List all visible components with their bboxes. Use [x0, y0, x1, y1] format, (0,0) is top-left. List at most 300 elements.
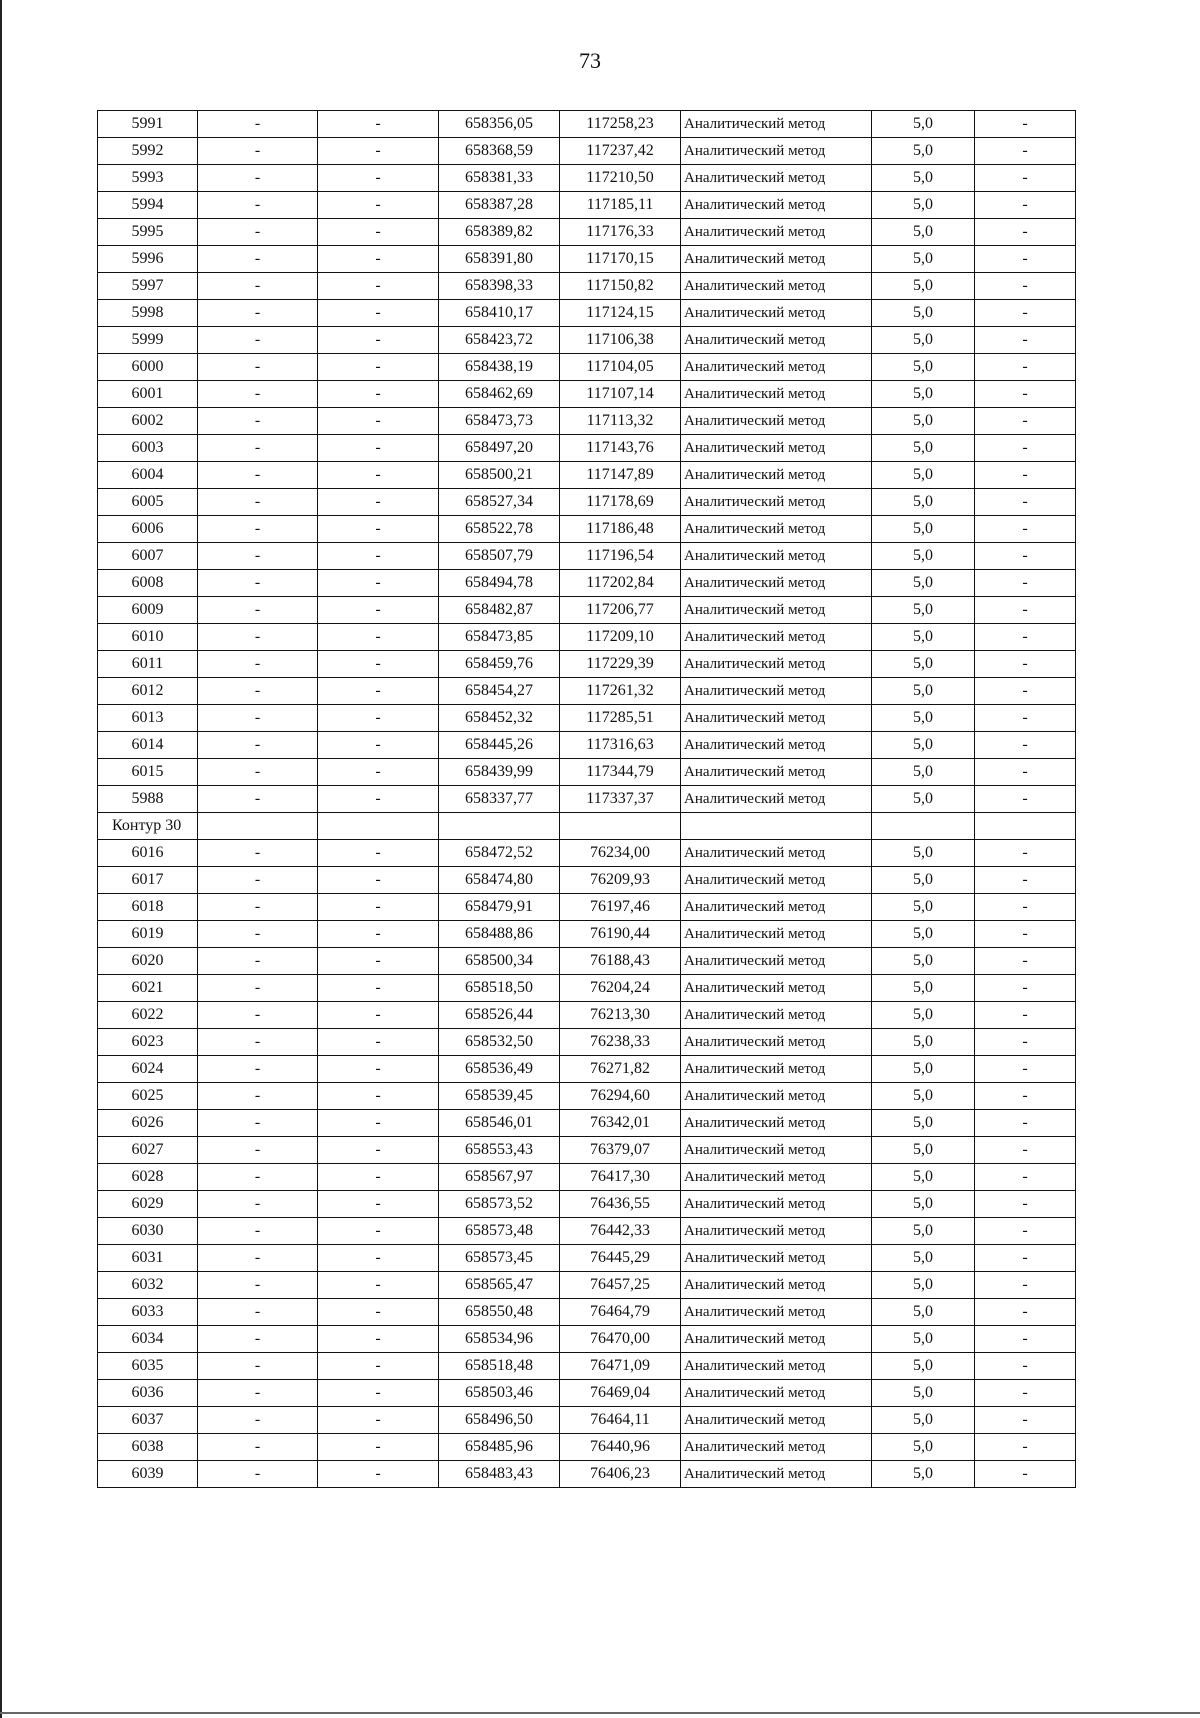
- dash-cell: -: [975, 597, 1076, 624]
- dash-cell: -: [975, 1083, 1076, 1110]
- table-row: [98, 1461, 1076, 1488]
- x-coordinate-cell: 658410,17: [439, 300, 560, 327]
- y-coordinate-cell: 76209,93: [560, 867, 681, 894]
- accuracy-cell: 5,0: [872, 1191, 975, 1218]
- y-coordinate-cell: 76213,30: [560, 1002, 681, 1029]
- x-coordinate-cell: 658507,79: [439, 543, 560, 570]
- method-cell: Аналитический метод: [681, 273, 872, 300]
- point-number-cell: 6020: [98, 948, 198, 975]
- dash-cell: -: [318, 894, 439, 921]
- accuracy-cell: 5,0: [872, 489, 975, 516]
- dash-cell: -: [198, 786, 318, 813]
- accuracy-cell: 5,0: [872, 840, 975, 867]
- dash-cell: -: [975, 1380, 1076, 1407]
- empty-cell: [318, 813, 439, 840]
- method-cell: Аналитический метод: [681, 624, 872, 651]
- dash-cell: -: [318, 219, 439, 246]
- dash-cell: -: [318, 489, 439, 516]
- dash-cell: -: [318, 1353, 439, 1380]
- dash-cell: -: [975, 381, 1076, 408]
- dash-cell: -: [318, 597, 439, 624]
- table-row: [98, 1137, 1076, 1164]
- y-coordinate-cell: 117106,38: [560, 327, 681, 354]
- dash-cell: -: [198, 273, 318, 300]
- dash-cell: -: [318, 1029, 439, 1056]
- point-number-cell: 6005: [98, 489, 198, 516]
- dash-cell: -: [318, 165, 439, 192]
- table-row: [98, 111, 1076, 138]
- y-coordinate-cell: 76417,30: [560, 1164, 681, 1191]
- x-coordinate-cell: 658474,80: [439, 867, 560, 894]
- point-number-cell: 6024: [98, 1056, 198, 1083]
- dash-cell: -: [975, 138, 1076, 165]
- dash-cell: -: [975, 1407, 1076, 1434]
- point-number-cell: 6025: [98, 1083, 198, 1110]
- y-coordinate-cell: 76440,96: [560, 1434, 681, 1461]
- table-row: [98, 1191, 1076, 1218]
- point-number-cell: 6028: [98, 1164, 198, 1191]
- method-cell: Аналитический метод: [681, 192, 872, 219]
- accuracy-cell: 5,0: [872, 165, 975, 192]
- method-cell: Аналитический метод: [681, 1326, 872, 1353]
- dash-cell: -: [975, 246, 1076, 273]
- table-row: [98, 1434, 1076, 1461]
- table-row: [98, 1326, 1076, 1353]
- accuracy-cell: 5,0: [872, 759, 975, 786]
- x-coordinate-cell: 658438,19: [439, 354, 560, 381]
- dash-cell: -: [318, 1461, 439, 1488]
- method-cell: Аналитический метод: [681, 759, 872, 786]
- point-number-cell: 6033: [98, 1299, 198, 1326]
- method-cell: Аналитический метод: [681, 381, 872, 408]
- y-coordinate-cell: 76464,79: [560, 1299, 681, 1326]
- dash-cell: -: [198, 624, 318, 651]
- point-number-cell: 6000: [98, 354, 198, 381]
- dash-cell: -: [318, 300, 439, 327]
- y-coordinate-cell: 117147,89: [560, 462, 681, 489]
- table-row: [98, 975, 1076, 1002]
- dash-cell: -: [198, 867, 318, 894]
- accuracy-cell: 5,0: [872, 597, 975, 624]
- accuracy-cell: 5,0: [872, 678, 975, 705]
- section-row: [98, 813, 1076, 840]
- dash-cell: -: [975, 759, 1076, 786]
- y-coordinate-cell: 117209,10: [560, 624, 681, 651]
- x-coordinate-cell: 658526,44: [439, 1002, 560, 1029]
- point-number-cell: 5998: [98, 300, 198, 327]
- y-coordinate-cell: 76379,07: [560, 1137, 681, 1164]
- y-coordinate-cell: 117170,15: [560, 246, 681, 273]
- dash-cell: -: [198, 138, 318, 165]
- dash-cell: -: [198, 1029, 318, 1056]
- point-number-cell: 6030: [98, 1218, 198, 1245]
- dash-cell: -: [318, 732, 439, 759]
- x-coordinate-cell: 658497,20: [439, 435, 560, 462]
- method-cell: Аналитический метод: [681, 489, 872, 516]
- method-cell: Аналитический метод: [681, 516, 872, 543]
- coordinates-table: [97, 110, 1076, 1488]
- y-coordinate-cell: 76442,33: [560, 1218, 681, 1245]
- x-coordinate-cell: 658445,26: [439, 732, 560, 759]
- table-row: [98, 948, 1076, 975]
- accuracy-cell: 5,0: [872, 300, 975, 327]
- method-cell: Аналитический метод: [681, 219, 872, 246]
- table-row: [98, 327, 1076, 354]
- table-row: [98, 489, 1076, 516]
- point-number-cell: 6013: [98, 705, 198, 732]
- method-cell: Аналитический метод: [681, 651, 872, 678]
- accuracy-cell: 5,0: [872, 1272, 975, 1299]
- accuracy-cell: 5,0: [872, 1110, 975, 1137]
- accuracy-cell: 5,0: [872, 462, 975, 489]
- point-number-cell: 6017: [98, 867, 198, 894]
- point-number-cell: 6006: [98, 516, 198, 543]
- dash-cell: -: [318, 678, 439, 705]
- method-cell: Аналитический метод: [681, 786, 872, 813]
- point-number-cell: 6012: [98, 678, 198, 705]
- dash-cell: -: [198, 975, 318, 1002]
- x-coordinate-cell: 658573,52: [439, 1191, 560, 1218]
- dash-cell: -: [975, 219, 1076, 246]
- point-number-cell: 5994: [98, 192, 198, 219]
- accuracy-cell: 5,0: [872, 543, 975, 570]
- point-number-cell: 5996: [98, 246, 198, 273]
- y-coordinate-cell: 117143,76: [560, 435, 681, 462]
- point-number-cell: 6029: [98, 1191, 198, 1218]
- dash-cell: -: [198, 516, 318, 543]
- point-number-cell: 6039: [98, 1461, 198, 1488]
- point-number-cell: 6003: [98, 435, 198, 462]
- table-row: [98, 381, 1076, 408]
- dash-cell: -: [198, 354, 318, 381]
- table-row: [98, 246, 1076, 273]
- y-coordinate-cell: 76238,33: [560, 1029, 681, 1056]
- point-number-cell: 6034: [98, 1326, 198, 1353]
- dash-cell: -: [198, 678, 318, 705]
- accuracy-cell: 5,0: [872, 381, 975, 408]
- table-row: [98, 1245, 1076, 1272]
- point-number-cell: 5999: [98, 327, 198, 354]
- dash-cell: -: [975, 1326, 1076, 1353]
- table-row: [98, 516, 1076, 543]
- dash-cell: -: [975, 1137, 1076, 1164]
- dash-cell: -: [318, 1326, 439, 1353]
- method-cell: Аналитический метод: [681, 840, 872, 867]
- dash-cell: -: [318, 570, 439, 597]
- accuracy-cell: 5,0: [872, 246, 975, 273]
- accuracy-cell: 5,0: [872, 408, 975, 435]
- x-coordinate-cell: 658459,76: [439, 651, 560, 678]
- dash-cell: -: [198, 570, 318, 597]
- dash-cell: -: [318, 1191, 439, 1218]
- y-coordinate-cell: 76204,24: [560, 975, 681, 1002]
- method-cell: Аналитический метод: [681, 1110, 872, 1137]
- method-cell: Аналитический метод: [681, 1245, 872, 1272]
- x-coordinate-cell: 658483,43: [439, 1461, 560, 1488]
- empty-cell: [872, 813, 975, 840]
- table-row: [98, 1353, 1076, 1380]
- y-coordinate-cell: 117178,69: [560, 489, 681, 516]
- method-cell: Аналитический метод: [681, 705, 872, 732]
- dash-cell: -: [198, 219, 318, 246]
- dash-cell: -: [975, 273, 1076, 300]
- accuracy-cell: 5,0: [872, 1164, 975, 1191]
- dash-cell: -: [975, 867, 1076, 894]
- dash-cell: -: [318, 1272, 439, 1299]
- y-coordinate-cell: 76470,00: [560, 1326, 681, 1353]
- accuracy-cell: 5,0: [872, 1353, 975, 1380]
- x-coordinate-cell: 658536,49: [439, 1056, 560, 1083]
- dash-cell: -: [198, 111, 318, 138]
- dash-cell: -: [318, 786, 439, 813]
- empty-cell: [975, 813, 1076, 840]
- accuracy-cell: 5,0: [872, 975, 975, 1002]
- dash-cell: -: [975, 840, 1076, 867]
- dash-cell: -: [318, 651, 439, 678]
- y-coordinate-cell: 76469,04: [560, 1380, 681, 1407]
- dash-cell: -: [198, 1110, 318, 1137]
- x-coordinate-cell: 658496,50: [439, 1407, 560, 1434]
- point-number-cell: 5995: [98, 219, 198, 246]
- table-row: [98, 1299, 1076, 1326]
- dash-cell: -: [975, 354, 1076, 381]
- scan-bottom-edge: [0, 1712, 1200, 1714]
- accuracy-cell: 5,0: [872, 1299, 975, 1326]
- x-coordinate-cell: 658439,99: [439, 759, 560, 786]
- point-number-cell: 6018: [98, 894, 198, 921]
- accuracy-cell: 5,0: [872, 651, 975, 678]
- empty-cell: [439, 813, 560, 840]
- table-row: [98, 300, 1076, 327]
- dash-cell: -: [318, 516, 439, 543]
- point-number-cell: 5997: [98, 273, 198, 300]
- dash-cell: -: [318, 273, 439, 300]
- dash-cell: -: [975, 732, 1076, 759]
- accuracy-cell: 5,0: [872, 354, 975, 381]
- table-row: [98, 192, 1076, 219]
- dash-cell: -: [975, 543, 1076, 570]
- table-row: [98, 273, 1076, 300]
- dash-cell: -: [975, 921, 1076, 948]
- point-number-cell: 6019: [98, 921, 198, 948]
- accuracy-cell: 5,0: [872, 1407, 975, 1434]
- dash-cell: -: [198, 1245, 318, 1272]
- accuracy-cell: 5,0: [872, 516, 975, 543]
- accuracy-cell: 5,0: [872, 867, 975, 894]
- dash-cell: -: [198, 597, 318, 624]
- y-coordinate-cell: 117344,79: [560, 759, 681, 786]
- table-row: [98, 408, 1076, 435]
- dash-cell: -: [318, 1137, 439, 1164]
- method-cell: Аналитический метод: [681, 1056, 872, 1083]
- dash-cell: -: [318, 867, 439, 894]
- dash-cell: -: [318, 354, 439, 381]
- accuracy-cell: 5,0: [872, 1461, 975, 1488]
- table-row: [98, 867, 1076, 894]
- method-cell: Аналитический метод: [681, 975, 872, 1002]
- accuracy-cell: 5,0: [872, 570, 975, 597]
- x-coordinate-cell: 658473,85: [439, 624, 560, 651]
- dash-cell: -: [198, 1272, 318, 1299]
- x-coordinate-cell: 658391,80: [439, 246, 560, 273]
- point-number-cell: 6035: [98, 1353, 198, 1380]
- method-cell: Аналитический метод: [681, 921, 872, 948]
- accuracy-cell: 5,0: [872, 138, 975, 165]
- x-coordinate-cell: 658503,46: [439, 1380, 560, 1407]
- dash-cell: -: [198, 408, 318, 435]
- y-coordinate-cell: 76445,29: [560, 1245, 681, 1272]
- accuracy-cell: 5,0: [872, 111, 975, 138]
- empty-cell: [681, 813, 872, 840]
- point-number-cell: 6008: [98, 570, 198, 597]
- dash-cell: -: [318, 1407, 439, 1434]
- point-number-cell: 6007: [98, 543, 198, 570]
- accuracy-cell: 5,0: [872, 435, 975, 462]
- dash-cell: -: [198, 1299, 318, 1326]
- y-coordinate-cell: 117150,82: [560, 273, 681, 300]
- table-row: [98, 165, 1076, 192]
- y-coordinate-cell: 117113,32: [560, 408, 681, 435]
- table-row: [98, 1218, 1076, 1245]
- dash-cell: -: [198, 1002, 318, 1029]
- table-row: [98, 462, 1076, 489]
- x-coordinate-cell: 658482,87: [439, 597, 560, 624]
- dash-cell: -: [318, 462, 439, 489]
- method-cell: Аналитический метод: [681, 1434, 872, 1461]
- point-number-cell: 6004: [98, 462, 198, 489]
- dash-cell: -: [975, 1218, 1076, 1245]
- method-cell: Аналитический метод: [681, 894, 872, 921]
- accuracy-cell: 5,0: [872, 786, 975, 813]
- method-cell: Аналитический метод: [681, 300, 872, 327]
- method-cell: Аналитический метод: [681, 408, 872, 435]
- dash-cell: -: [975, 948, 1076, 975]
- dash-cell: -: [318, 1434, 439, 1461]
- method-cell: Аналитический метод: [681, 138, 872, 165]
- y-coordinate-cell: 117258,23: [560, 111, 681, 138]
- accuracy-cell: 5,0: [872, 1002, 975, 1029]
- table-row: [98, 1056, 1076, 1083]
- table-row: [98, 921, 1076, 948]
- method-cell: Аналитический метод: [681, 948, 872, 975]
- dash-cell: -: [975, 462, 1076, 489]
- method-cell: Аналитический метод: [681, 1218, 872, 1245]
- table-row: [98, 219, 1076, 246]
- dash-cell: -: [975, 111, 1076, 138]
- dash-cell: -: [975, 489, 1076, 516]
- point-number-cell: 6021: [98, 975, 198, 1002]
- dash-cell: -: [198, 1326, 318, 1353]
- table-row: [98, 138, 1076, 165]
- x-coordinate-cell: 658565,47: [439, 1272, 560, 1299]
- method-cell: Аналитический метод: [681, 327, 872, 354]
- x-coordinate-cell: 658485,96: [439, 1434, 560, 1461]
- dash-cell: -: [975, 1002, 1076, 1029]
- method-cell: Аналитический метод: [681, 435, 872, 462]
- y-coordinate-cell: 117237,42: [560, 138, 681, 165]
- y-coordinate-cell: 76342,01: [560, 1110, 681, 1137]
- y-coordinate-cell: 76406,23: [560, 1461, 681, 1488]
- x-coordinate-cell: 658527,34: [439, 489, 560, 516]
- point-number-cell: 6038: [98, 1434, 198, 1461]
- method-cell: Аналитический метод: [681, 597, 872, 624]
- dash-cell: -: [318, 1245, 439, 1272]
- dash-cell: -: [198, 165, 318, 192]
- table-row: [98, 570, 1076, 597]
- dash-cell: -: [975, 624, 1076, 651]
- y-coordinate-cell: 76471,09: [560, 1353, 681, 1380]
- method-cell: Аналитический метод: [681, 1407, 872, 1434]
- dash-cell: -: [975, 651, 1076, 678]
- x-coordinate-cell: 658488,86: [439, 921, 560, 948]
- dash-cell: -: [975, 1299, 1076, 1326]
- dash-cell: -: [198, 1056, 318, 1083]
- y-coordinate-cell: 76188,43: [560, 948, 681, 975]
- x-coordinate-cell: 658567,97: [439, 1164, 560, 1191]
- dash-cell: -: [975, 1461, 1076, 1488]
- dash-cell: -: [975, 894, 1076, 921]
- y-coordinate-cell: 76457,25: [560, 1272, 681, 1299]
- y-coordinate-cell: 117285,51: [560, 705, 681, 732]
- dash-cell: -: [198, 1137, 318, 1164]
- x-coordinate-cell: 658539,45: [439, 1083, 560, 1110]
- dash-cell: -: [198, 948, 318, 975]
- dash-cell: -: [318, 543, 439, 570]
- y-coordinate-cell: 117316,63: [560, 732, 681, 759]
- dash-cell: -: [318, 381, 439, 408]
- dash-cell: -: [318, 1164, 439, 1191]
- x-coordinate-cell: 658473,73: [439, 408, 560, 435]
- point-number-cell: 5991: [98, 111, 198, 138]
- table-row: [98, 1083, 1076, 1110]
- dash-cell: -: [318, 111, 439, 138]
- dash-cell: -: [975, 516, 1076, 543]
- dash-cell: -: [318, 1056, 439, 1083]
- x-coordinate-cell: 658573,48: [439, 1218, 560, 1245]
- dash-cell: -: [975, 1272, 1076, 1299]
- dash-cell: -: [198, 1407, 318, 1434]
- y-coordinate-cell: 117185,11: [560, 192, 681, 219]
- dash-cell: -: [198, 1434, 318, 1461]
- table-row: [98, 894, 1076, 921]
- dash-cell: -: [198, 462, 318, 489]
- accuracy-cell: 5,0: [872, 1218, 975, 1245]
- method-cell: Аналитический метод: [681, 1002, 872, 1029]
- x-coordinate-cell: 658452,32: [439, 705, 560, 732]
- table-row: [98, 1164, 1076, 1191]
- empty-cell: [560, 813, 681, 840]
- x-coordinate-cell: 658472,52: [439, 840, 560, 867]
- y-coordinate-cell: 117104,05: [560, 354, 681, 381]
- dash-cell: -: [318, 1002, 439, 1029]
- x-coordinate-cell: 658368,59: [439, 138, 560, 165]
- point-number-cell: 6032: [98, 1272, 198, 1299]
- dash-cell: -: [318, 138, 439, 165]
- dash-cell: -: [318, 705, 439, 732]
- dash-cell: -: [975, 1029, 1076, 1056]
- accuracy-cell: 5,0: [872, 192, 975, 219]
- table-row: [98, 435, 1076, 462]
- dash-cell: -: [318, 1083, 439, 1110]
- dash-cell: -: [975, 1164, 1076, 1191]
- dash-cell: -: [318, 759, 439, 786]
- dash-cell: -: [975, 192, 1076, 219]
- dash-cell: -: [198, 759, 318, 786]
- accuracy-cell: 5,0: [872, 1083, 975, 1110]
- method-cell: Аналитический метод: [681, 1272, 872, 1299]
- table-row: [98, 705, 1076, 732]
- table-row: [98, 786, 1076, 813]
